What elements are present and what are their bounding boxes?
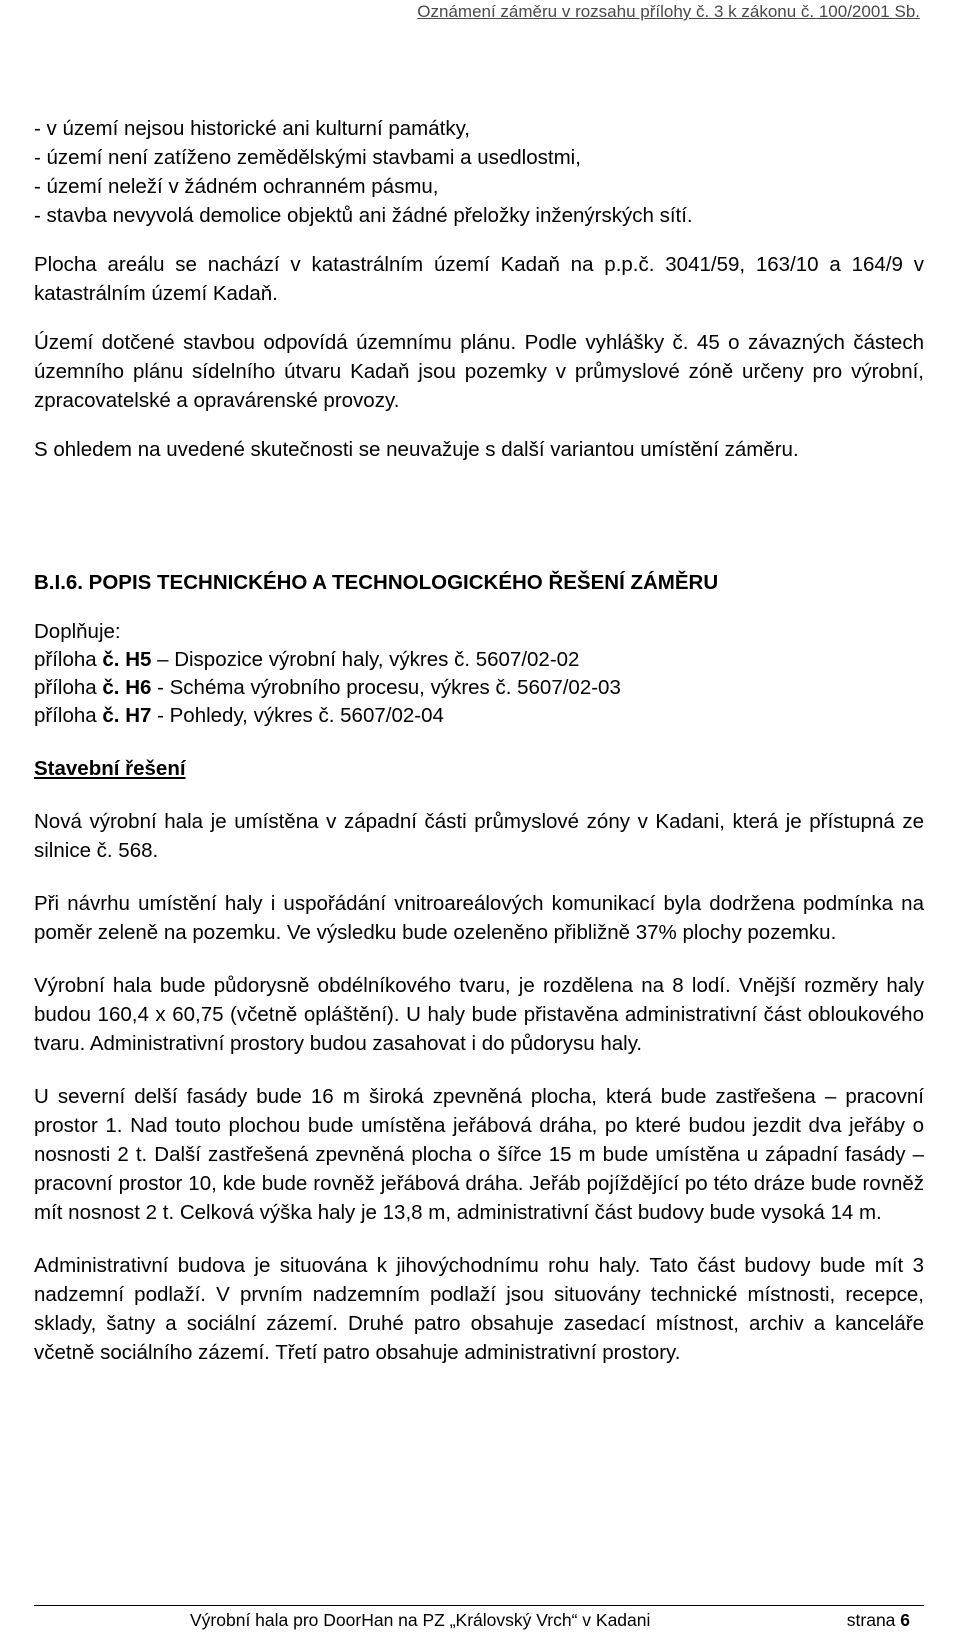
paragraph-plocha: Plocha areálu se nachází v katastrálním území Kadaň na p.p.č. 3041/59, 163/10 a 164/9 v katastrálním území Kadaň. [34, 253, 924, 305]
paragraph: U severní delší fasády bude 16 m široká zpevněná plocha, která bude zastřešena – pracovní prostor 1. Nad touto plochou bude umístěna jeřábová dráha, po které budou jezdit dva jeřáby o nosnosti 2 t. Další zastřešená zpevněná plocha o šířce 15 m bude umístěna u západní fasády – pracovní prostor 10, kde bude rovněž jeřábová dráha. Jeřáb pojíždějící po této dráze bude rovněž mít nosnost 2 t. Celková výška haly je 13,8 m, administrativní část budovy bude vysoká 14 m. [34, 1085, 924, 1224]
paragraph: Nová výrobní hala je umístěna v západní části průmyslové zóny v Kadani, která je přístupná ze silnice č. 568. [34, 810, 924, 862]
list-item: - v území nejsou historické ani kulturní památky, [34, 117, 470, 140]
list-item: - stavba nevyvolá demolice objektů ani žádné přeložky inženýrských sítí. [34, 204, 693, 227]
section-title: B.I.6. POPIS TECHNICKÉHO A TECHNOLOGICKÉHO ŘEŠENÍ ZÁMĚRU [34, 571, 719, 594]
page-footer [190, 1610, 910, 1631]
paragraph-uzemi: Území dotčené stavbou odpovídá územnímu plánu. Podle vyhlášky č. 45 o závazných částech územního plánu sídelního útvaru Kadaň jsou pozemky v průmyslové zóně určeny pro výrobní, zpracovatelské a opravárenské provozy. [34, 331, 924, 412]
paragraph: Výrobní hala bude půdorysně obdélníkového tvaru, je rozdělena na 8 lodí. Vnější rozměry haly budou 160,4 x 60,75 (včetně opláštění). U haly bude přistavěna administrativní část obloukového tvaru. Administrativní prostory budou zasahovat i do půdorysu haly. [34, 974, 924, 1055]
paragraph: Při návrhu umístění haly i uspořádání vnitroareálových komunikací byla dodržena podmínka na poměr zeleně na pozemku. Ve výsledku bude ozeleněno přibližně 37% plochy pozemku. [34, 892, 924, 944]
attachment-item: příloha č. H5 – Dispozice výrobní haly, výkres č. 5607/02-02 [34, 648, 580, 671]
page-number: strana 6 [846, 1610, 910, 1630]
stavebni-heading: Stavební řešení [34, 757, 186, 780]
paragraph-ohled: S ohledem na uvedené skutečnosti se neuvažuje s další variantou umístění záměru. [34, 438, 799, 461]
attachment-list [34, 646, 924, 730]
attachment-item: příloha č. H7 - Pohledy, výkres č. 5607/02-04 [34, 704, 444, 727]
attachment-item: příloha č. H6 - Schéma výrobního procesu, výkres č. 5607/02-03 [34, 676, 621, 699]
constraint-list [34, 114, 924, 230]
page-content [34, 114, 924, 1367]
footer-title: Výrobní hala pro DoorHan na PZ „Královský Vrch“ v Kadani [190, 1610, 651, 1630]
footer-divider [34, 1605, 924, 1606]
list-item: - území neleží v žádném ochranném pásmu, [34, 175, 439, 198]
supplement-label: Doplňuje: [34, 620, 121, 643]
paragraph: Administrativní budova je situována k jihovýchodnímu rohu haly. Tato část budovy bude mít 3 nadzemní podlaží. V prvním nadzemním podlaží jsou situovány technické místnosti, recepce, sklady, šatny a sociální zázemí. Druhé patro obsahuje zasedací místnost, archiv a kanceláře včetně sociálního zázemí. Třetí patro obsahuje administrativní prostory. [34, 1254, 924, 1364]
list-item: - území není zatíženo zemědělskými stavbami a usedlostmi, [34, 146, 581, 169]
page-header: Oznámení záměru v rozsahu přílohy č. 3 k zákonu č. 100/2001 Sb. [417, 2, 920, 21]
